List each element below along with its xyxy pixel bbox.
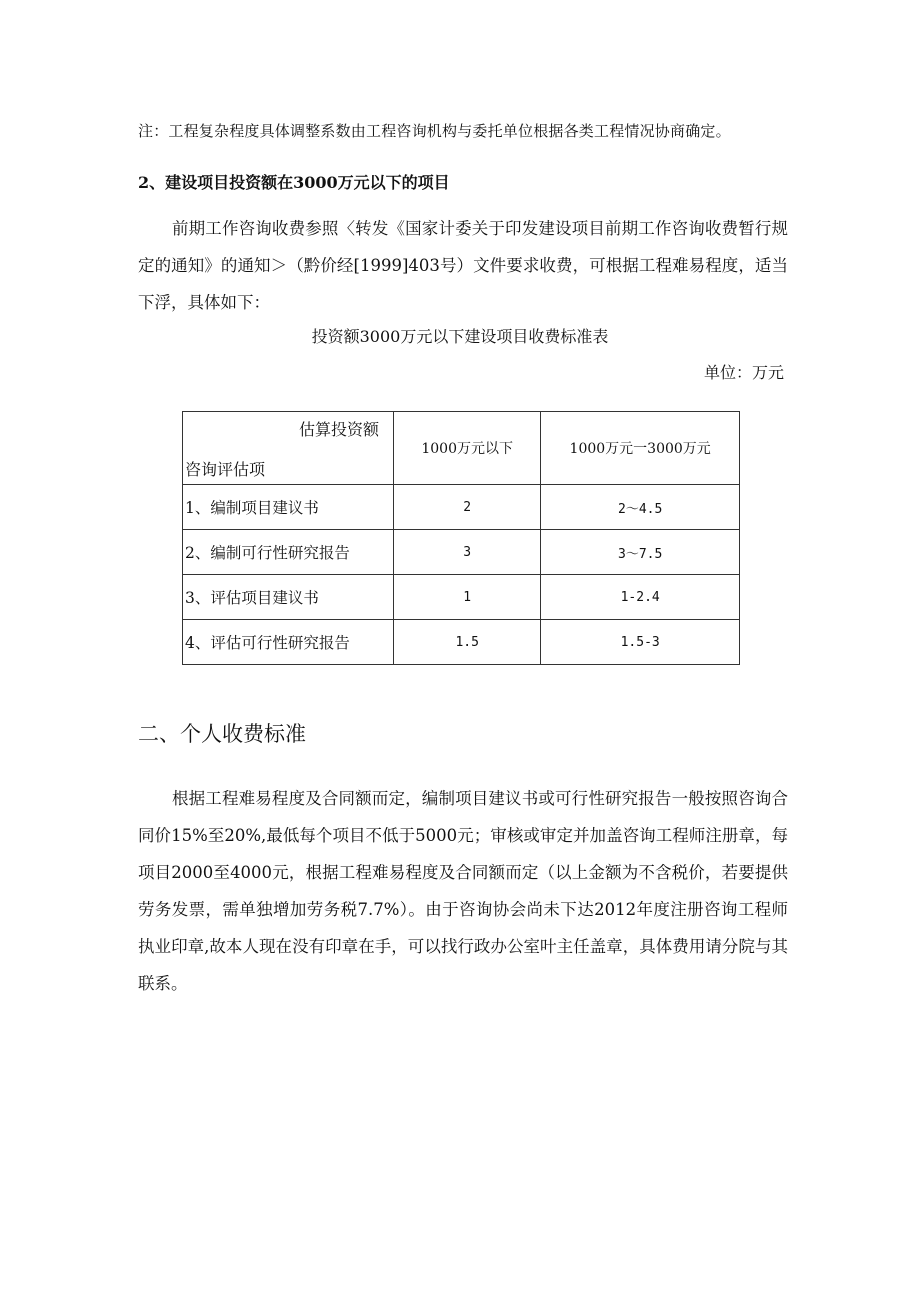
row-value-1000-3000: 2～4.5	[541, 485, 740, 530]
section-heading: 二、个人收费标准	[138, 722, 306, 746]
table-row	[183, 530, 740, 575]
row-item: 2、编制可行性研究报告	[183, 530, 394, 575]
header-estimated-investment: 估算投资额	[298, 420, 379, 439]
diagonal-header-cell	[183, 412, 394, 485]
row-value-1000-3000: 1.5-3	[541, 620, 740, 665]
subheading: 2、建设项目投资额在3000万元以下的项目	[138, 173, 450, 192]
row-value-below-1000: 3	[394, 530, 541, 575]
header-consulting-item: 咨询评估项	[185, 460, 266, 479]
table-title: 投资额3000万元以下建设项目收费标准表	[311, 327, 609, 346]
table-row	[183, 575, 740, 620]
header-below-1000: 1000万元以下	[394, 412, 541, 485]
row-item: 3、评估项目建议书	[183, 575, 394, 620]
row-value-below-1000: 1.5	[394, 620, 541, 665]
row-value-below-1000: 2	[394, 485, 541, 530]
row-item: 1、编制项目建议书	[183, 485, 394, 530]
table-unit: 单位：万元	[703, 363, 784, 382]
row-value-1000-3000: 1-2.4	[541, 575, 740, 620]
row-item: 4、评估可行性研究报告	[183, 620, 394, 665]
row-value-1000-3000: 3～7.5	[541, 530, 740, 575]
table-row	[183, 620, 740, 665]
table-header-row	[183, 412, 740, 485]
paragraph-fee-reference: 前期工作咨询收费参照〈转发《国家计委关于印发建设项目前期工作咨询收费暂行规定的通知》的通知＞（黔价经[1999]403号）文件要求收费，可根据工程难易程度，适当下浮，具体如下：	[138, 219, 788, 312]
note-text: 注：工程复杂程度具体调整系数由工程咨询机构与委托单位根据各类工程情况协商确定。	[138, 122, 731, 140]
table-row	[183, 485, 740, 530]
fee-standard-table	[182, 411, 740, 665]
row-value-below-1000: 1	[394, 575, 541, 620]
header-1000-3000: 1000万元一3000万元	[541, 412, 740, 485]
paragraph-personal-fees: 根据工程难易程度及合同额而定，编制项目建议书或可行性研究报告一般按照咨询合同价15%至20%,最低每个项目不低于5000元；审核或审定并加盖咨询工程师注册章，每项目2000至4000元，根据工程难易程度及合同额而定（以上金额为不含税价，若要提供劳务发票，需单独增加劳务税7.7%）。由于咨询协会尚未下达2012年度注册咨询工程师执业印章,故本人现在没有印章在手，可以找行政办公室叶主任盖章，具体费用请分院与其联系。	[138, 789, 788, 993]
